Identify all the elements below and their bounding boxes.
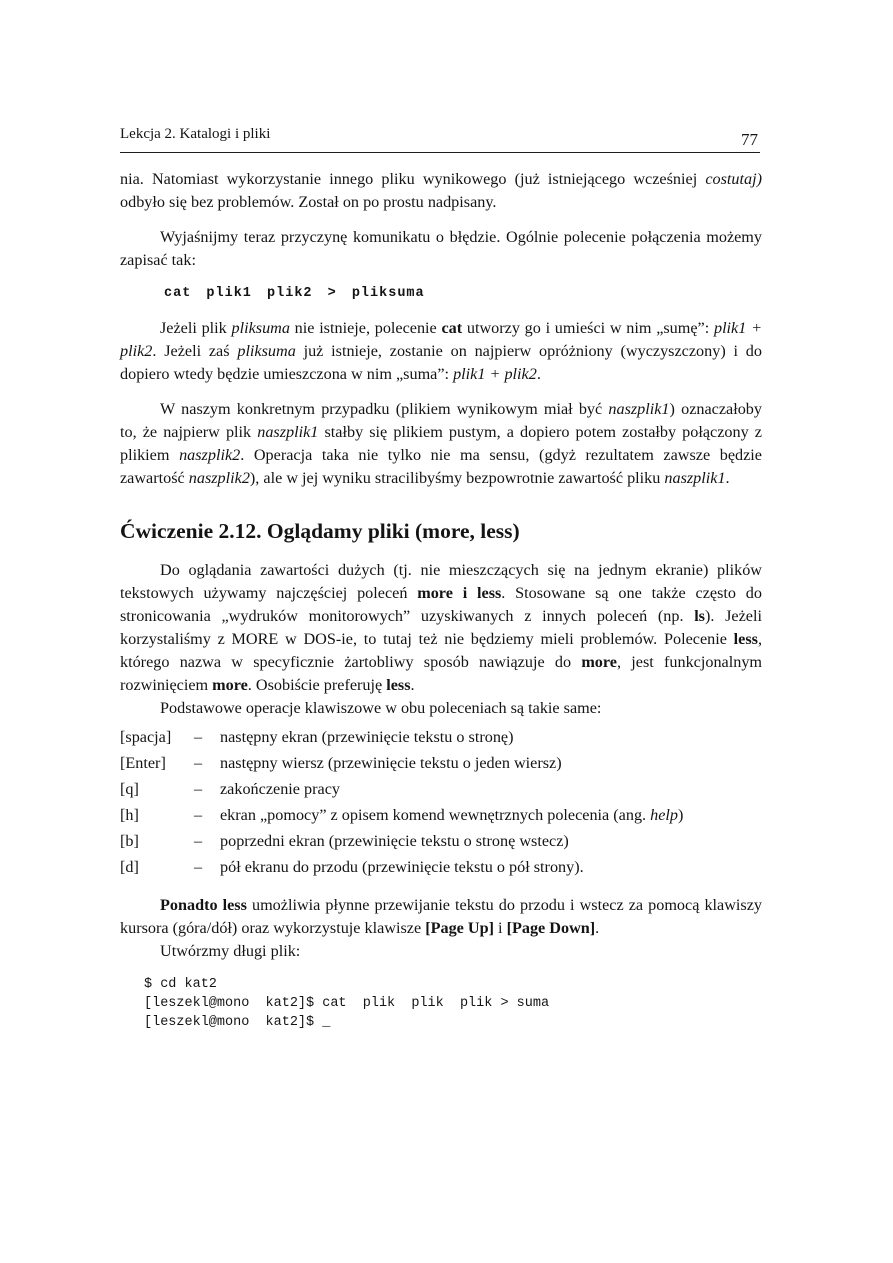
terminal-line: $ cd kat2 — [144, 977, 217, 992]
key-list — [120, 726, 762, 882]
key-label: [Enter] — [120, 754, 166, 772]
key-row: [d] – pół ekranu do przodu (przewinięcie tekstu o pół strony). — [120, 856, 762, 882]
terminal-line: [leszekl@mono kat2]$ cat plik plik plik > suma — [144, 996, 550, 1011]
key-row: [spacja] – następny ekran (przewinięcie tekstu o stronę) — [120, 726, 762, 752]
paragraph: Jeżeli plik pliksuma nie istnieje, polecenie cat utworzy go i umieści w nim „sumę”: plik1 + plik2. Jeżeli zaś pliksuma już istnieje, zostanie on najpierw opróżniony (wyczyszczony) i do dopiero wtedy będzie umieszczona w nim „suma”: plik1 + plik2. — [120, 319, 762, 383]
paragraph: Wyjaśnijmy teraz przyczynę komunikatu o błędzie. Ogólnie polecenie połączenia możemy zapisać tak: — [120, 228, 762, 269]
key-description: następny ekran (przewinięcie tekstu o stronę) — [220, 728, 514, 746]
key-description: zakończenie pracy — [220, 780, 340, 798]
key-row: [Enter] – następny wiersz (przewinięcie tekstu o jeden wiersz) — [120, 752, 762, 778]
key-label: [b] — [120, 832, 139, 850]
command-example: cat plik1 plik2 > pliksuma — [164, 286, 425, 301]
key-row: [h] – ekran „pomocy” z opisem komend wewnętrznych polecenia (ang. help) — [120, 804, 762, 830]
running-title: Lekcja 2. Katalogi i pliki — [120, 126, 271, 142]
key-label: [q] — [120, 780, 139, 798]
terminal-line: [leszekl@mono kat2]$ _ — [144, 1015, 331, 1030]
paragraph: Ponadto less umożliwia płynne przewijanie tekstu do przodu i wstecz za pomocą klawiszy kursora (góra/dół) oraz wykorzystuje klawisze [Page Up] i [Page Down]. — [120, 896, 762, 937]
paragraph: Do oglądania zawartości dużych (tj. nie mieszczących się na jednym ekranie) plików tekstowych używamy najczęściej poleceń more i less. Stosowane są one także często do stronicowania „wydruków monitorowych” uzyskiwanych z innych poleceń (np. ls). Jeżeli korzystaliśmy z MORE w DOS-ie, to tutaj też nie będziemy mieli problemów. Polecenie less, którego nazwa w specyficznie żartobliwy sposób nawiązuje do more, jest funkcjonalnym rozwinięciem more. Osobiście preferuję less. — [120, 561, 763, 694]
key-label: [spacja] — [120, 728, 172, 746]
paragraph: Utwórzmy długi plik: — [160, 942, 301, 960]
key-row: [q] – zakończenie pracy — [120, 778, 762, 804]
paragraph: W naszym konkretnym przypadku (plikiem wynikowym miał być naszplik1) oznaczałoby to, że najpierw plik naszplik1 stałby się plikiem pustym, a dopiero potem zostałby połączony z plikiem naszplik2. Operacja taka nie tylko nie ma sensu, (gdyż rezultatem zawsze będzie zawartość naszplik2), ale w jej wyniku stracilibyśmy bezpowrotnie zawartość pliku naszplik1. — [120, 400, 762, 487]
page-number: 77 — [741, 130, 758, 149]
section-heading: Ćwiczenie 2.12. Oglądamy pliki (more, less) — [120, 519, 520, 543]
key-label: [d] — [120, 858, 139, 876]
key-description: pół ekranu do przodu (przewinięcie tekstu o pół strony). — [220, 858, 584, 876]
key-label: [h] — [120, 806, 139, 824]
key-description: ekran „pomocy” z opisem komend wewnętrznych polecenia (ang. help) — [220, 806, 684, 824]
paragraph: nia. Natomiast wykorzystanie innego pliku wynikowego (już istniejącego wcześniej costutaj) odbyło się bez problemów. Został on po prostu nadpisany. — [120, 170, 762, 211]
paragraph: Podstawowe operacje klawiszowe w obu poleceniach są takie same: — [160, 699, 602, 717]
key-description: poprzedni ekran (przewinięcie tekstu o stronę wstecz) — [220, 832, 569, 850]
page-content — [120, 168, 762, 1032]
key-description: następny wiersz (przewinięcie tekstu o jeden wiersz) — [220, 754, 562, 772]
terminal-listing — [144, 975, 762, 1032]
page-header — [120, 126, 760, 153]
key-row: [b] – poprzedni ekran (przewinięcie tekstu o stronę wstecz) — [120, 830, 762, 856]
